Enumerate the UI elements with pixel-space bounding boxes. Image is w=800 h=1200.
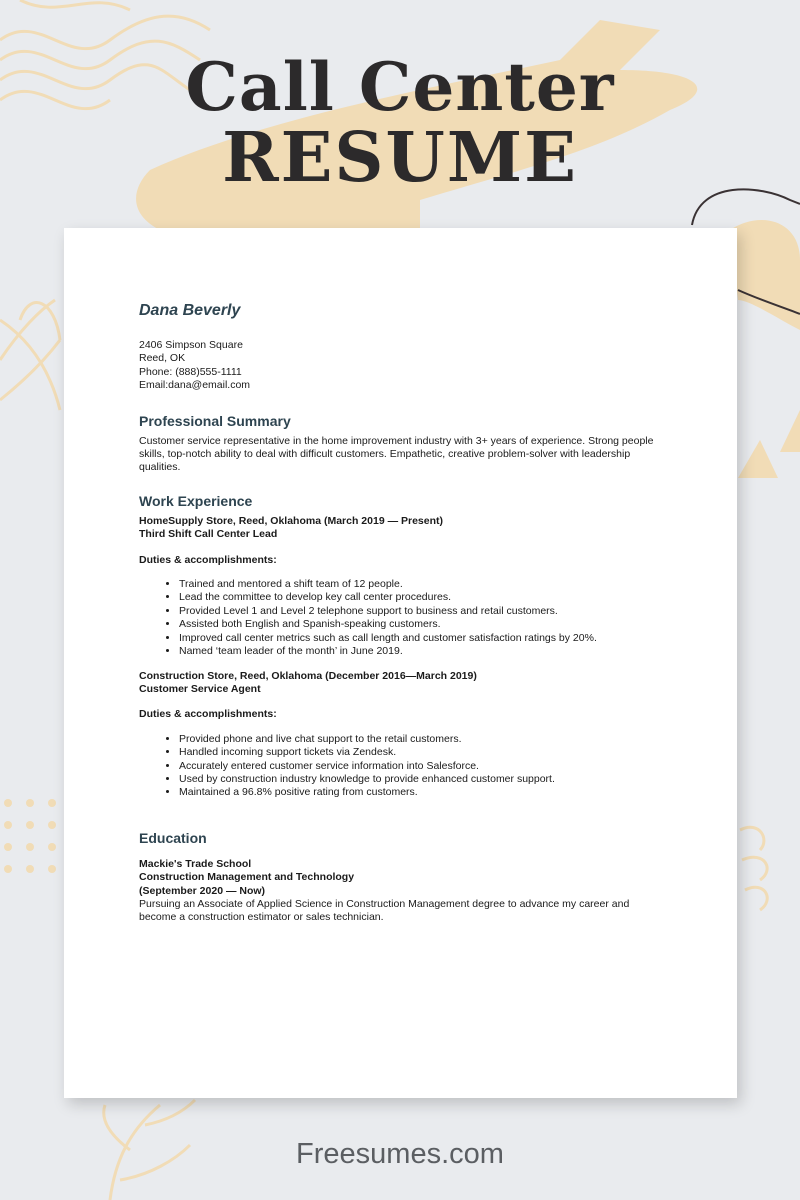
job-employer: Construction Store, Reed, Oklahoma (December 2016—March 2019)	[139, 669, 477, 682]
headline-title: Call Center	[185, 48, 615, 126]
contact-city: Reed, OK	[139, 352, 186, 365]
duties-list	[139, 578, 669, 658]
education-program: Construction Management and Technology	[139, 871, 355, 884]
headline-subtitle: RESUME	[222, 118, 578, 198]
list-item: • Provided phone and live chat support to the retail customers.	[179, 733, 669, 746]
dot-grid-decoration	[4, 799, 56, 873]
education-dates: (September 2020 — Now)	[139, 884, 266, 897]
experience-heading: Work Experience	[139, 492, 253, 509]
list-item: • Improved call center metrics such as call length and customer satisfaction ratings by 20%.	[179, 632, 669, 645]
resume-page	[64, 228, 737, 1098]
triangle-decoration	[738, 440, 778, 478]
summary-text: Customer service representative in the home improvement industry with 3+ years of experience. Strong people skills, top-notch ability to deal with difficult customers. Empathetic, creative problem-solver with leadership qualities.	[139, 434, 654, 474]
job-entry	[139, 670, 669, 800]
job-entry	[139, 515, 669, 659]
brush-stroke-right-decoration	[730, 220, 800, 330]
contact-address: 2406 Simpson Square	[139, 339, 243, 351]
list-item: • Provided Level 1 and Level 2 telephone support to business and retail customers.	[179, 605, 669, 618]
list-item: • Accurately entered customer service information into Salesforce.	[179, 760, 669, 773]
list-item: • Used by construction industry knowledge to provide enhanced customer support.	[179, 773, 669, 786]
list-item: • Trained and mentored a shift team of 12 people.	[179, 578, 669, 591]
contact-phone: Phone: (888)555-1111	[139, 365, 242, 378]
job-role: Customer Service Agent	[139, 682, 261, 695]
education-entry	[139, 858, 669, 925]
list-item: • Named ‘team leader of the month’ in June 2019.	[179, 645, 669, 658]
squiggle-decoration	[740, 827, 767, 910]
education-school: Mackie's Trade School	[139, 857, 252, 870]
candidate-name: Dana Beverly	[139, 302, 241, 319]
site-footer-link[interactable]: Freesumes.com	[296, 1138, 504, 1170]
education-description: Pursuing an Associate of Applied Science in Construction Management degree to advance my career and become a construction estimator or sales technician.	[139, 897, 630, 924]
list-item: • Lead the committee to develop key call center procedures.	[179, 591, 669, 604]
duties-label: Duties & accomplishments:	[139, 553, 277, 566]
duties-label: Duties & accomplishments:	[139, 708, 277, 721]
list-item: • Assisted both English and Spanish-speaking customers.	[179, 618, 669, 631]
contact-block	[139, 339, 669, 393]
contact-email: Email:dana@email.com	[139, 379, 251, 392]
list-item: • Maintained a 96.8% positive rating from customers.	[179, 786, 669, 799]
triangle-decoration	[780, 410, 800, 452]
leaf-decoration	[0, 300, 60, 410]
duties-list	[139, 733, 669, 800]
education-heading: Education	[139, 829, 207, 846]
summary-heading: Professional Summary	[139, 412, 291, 429]
job-role: Third Shift Call Center Lead	[139, 528, 278, 541]
resume-content	[139, 302, 669, 925]
job-employer: HomeSupply Store, Reed, Oklahoma (March 2019 — Present)	[139, 514, 444, 527]
list-item: • Handled incoming support tickets via Zendesk.	[179, 746, 669, 759]
